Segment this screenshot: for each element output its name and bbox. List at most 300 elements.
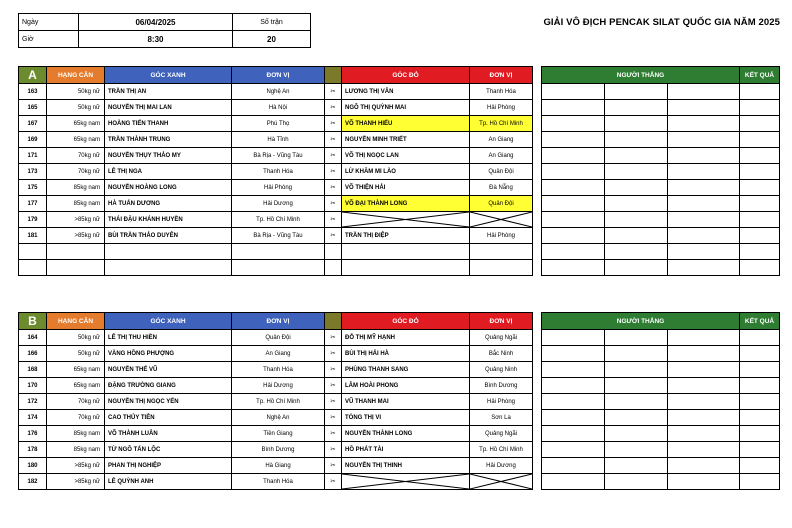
winner-cell xyxy=(668,180,740,196)
winner-cell xyxy=(542,394,605,410)
weight-class: >85kg nữ xyxy=(47,474,105,490)
match-number: 170 xyxy=(19,378,47,394)
vs-scissors-icon: ✂ xyxy=(325,180,342,196)
blue-corner-header: GÓC XANH xyxy=(105,313,232,330)
winner-cell xyxy=(668,116,740,132)
winner-row xyxy=(542,458,780,474)
blue-athlete-unit xyxy=(232,260,325,276)
red-athlete-name: VŨ THANH MAI xyxy=(342,394,470,410)
weight-class: 65kg nam xyxy=(47,132,105,148)
winner-cell xyxy=(605,212,668,228)
red-athlete-name: HỒ PHÁT TÀI xyxy=(342,442,470,458)
winner-row xyxy=(542,212,780,228)
match-count-value: 20 xyxy=(233,31,311,48)
red-athlete-name: NGUYỄN THỊ THINH xyxy=(342,458,470,474)
result-cell xyxy=(740,148,780,164)
winner-row xyxy=(542,346,780,362)
vs-scissors-icon: ✂ xyxy=(325,132,342,148)
red-athlete-unit: Hải Phòng xyxy=(470,100,533,116)
blue-athlete-name: HOÀNG TIẾN THANH xyxy=(105,116,232,132)
result-cell xyxy=(740,84,780,100)
winner-cell xyxy=(668,228,740,244)
result-cell xyxy=(740,346,780,362)
bracket-a-table xyxy=(18,66,533,276)
blue-athlete-unit: An Giang xyxy=(232,346,325,362)
blue-athlete-name: NGUYỄN THỊ NGỌC YẾN xyxy=(105,394,232,410)
blue-athlete-name: TỪ NGÔ TẤN LỘC xyxy=(105,442,232,458)
blue-athlete-name: LÊ THỊ THU HIỀN xyxy=(105,330,232,346)
weight-class: >85kg nữ xyxy=(47,228,105,244)
blue-athlete-name: NGUYỄN THẾ VŨ xyxy=(105,362,232,378)
bracket-b-table xyxy=(18,312,533,490)
weight-class: 65kg nam xyxy=(47,378,105,394)
red-athlete-unit: Thanh Hóa xyxy=(470,84,533,100)
blue-athlete-name: ĐẶNG TRƯỜNG GIANG xyxy=(105,378,232,394)
winner-row xyxy=(542,442,780,458)
red-athlete-name: VÕ ĐẠI THÀNH LONG xyxy=(342,196,470,212)
blue-athlete-unit: Hà Tĩnh xyxy=(232,132,325,148)
winner-cell xyxy=(542,442,605,458)
cross-out-mark xyxy=(342,212,469,227)
match-row xyxy=(19,362,533,378)
winner-row xyxy=(542,410,780,426)
blue-unit-header: ĐƠN VỊ xyxy=(232,67,325,84)
vs-scissors-icon xyxy=(325,260,342,276)
red-athlete-unit: Quân Đội xyxy=(470,164,533,180)
winner-cell xyxy=(542,84,605,100)
weight-class: 85kg nam xyxy=(47,180,105,196)
blue-athlete-unit: Nghệ An xyxy=(232,84,325,100)
winner-row xyxy=(542,228,780,244)
red-athlete-unit: Quảng Ngãi xyxy=(470,330,533,346)
winner-cell xyxy=(605,196,668,212)
winner-row xyxy=(542,260,780,276)
match-row xyxy=(19,196,533,212)
blue-athlete-name: LÊ THỊ NGA xyxy=(105,164,232,180)
winner-cell xyxy=(668,330,740,346)
winner-row xyxy=(542,148,780,164)
winner-header: NGƯỜI THẮNG xyxy=(542,313,740,330)
blue-athlete-unit: Phú Thọ xyxy=(232,116,325,132)
winner-cell xyxy=(668,394,740,410)
winner-row xyxy=(542,394,780,410)
vs-scissors-icon: ✂ xyxy=(325,148,342,164)
weight-class xyxy=(47,244,105,260)
red-athlete-unit xyxy=(470,474,533,490)
weight-class: 50kg nữ xyxy=(47,84,105,100)
weight-class-header: HẠNG CÂN xyxy=(47,313,105,330)
winner-row xyxy=(542,474,780,490)
red-athlete-name xyxy=(342,260,470,276)
bracket-header-row xyxy=(19,67,533,84)
red-athlete-unit: Quảng Ngãi xyxy=(470,426,533,442)
winner-cell xyxy=(668,458,740,474)
tournament-title: GIẢI VÔ ĐỊCH PENCAK SILAT QUỐC GIA NĂM 2025 xyxy=(543,17,780,28)
winner-cell xyxy=(542,260,605,276)
red-unit-header: ĐƠN VỊ xyxy=(470,67,533,84)
weight-class: 70kg nữ xyxy=(47,164,105,180)
vs-column-header xyxy=(325,313,342,330)
winner-row xyxy=(542,84,780,100)
winner-cell xyxy=(542,458,605,474)
blue-athlete-name: VÕ THÀNH LUÂN xyxy=(105,426,232,442)
winner-cell xyxy=(542,228,605,244)
weight-class: 85kg nam xyxy=(47,426,105,442)
vs-scissors-icon: ✂ xyxy=(325,84,342,100)
blue-athlete-name: THÁI ĐẶU KHÁNH HUYỀN xyxy=(105,212,232,228)
match-number: 181 xyxy=(19,228,47,244)
winner-cell xyxy=(605,426,668,442)
blue-athlete-unit: Hà Giang xyxy=(232,458,325,474)
cross-out-mark xyxy=(470,212,532,227)
winner-cell xyxy=(605,442,668,458)
vs-scissors-icon: ✂ xyxy=(325,394,342,410)
match-number: 173 xyxy=(19,164,47,180)
vs-scissors-icon: ✂ xyxy=(325,196,342,212)
red-athlete-name: LÂM HOÀI PHONG xyxy=(342,378,470,394)
date-value: 06/04/2025 xyxy=(79,14,233,31)
match-row xyxy=(19,116,533,132)
match-row xyxy=(19,84,533,100)
winner-cell xyxy=(605,330,668,346)
winner-cell xyxy=(668,410,740,426)
match-number: 164 xyxy=(19,330,47,346)
match-row xyxy=(19,164,533,180)
winner-cell xyxy=(605,362,668,378)
match-number: 166 xyxy=(19,346,47,362)
winner-cell xyxy=(542,180,605,196)
red-athlete-name: VÕ THỊ NGỌC LAN xyxy=(342,148,470,164)
winner-cell xyxy=(605,84,668,100)
vs-scissors-icon: ✂ xyxy=(325,442,342,458)
match-row xyxy=(19,442,533,458)
match-row xyxy=(19,244,533,260)
winner-cell xyxy=(605,394,668,410)
match-number: 182 xyxy=(19,474,47,490)
result-cell xyxy=(740,132,780,148)
vs-scissors-icon: ✂ xyxy=(325,474,342,490)
result-cell xyxy=(740,228,780,244)
winner-cell xyxy=(605,100,668,116)
weight-class: >85kg nữ xyxy=(47,212,105,228)
result-cell xyxy=(740,196,780,212)
winner-header-row xyxy=(542,313,780,330)
red-athlete-unit xyxy=(470,260,533,276)
red-athlete-unit: Sơn La xyxy=(470,410,533,426)
match-number: 176 xyxy=(19,426,47,442)
match-number: 177 xyxy=(19,196,47,212)
winner-cell xyxy=(542,410,605,426)
blue-athlete-unit: Tiền Giang xyxy=(232,426,325,442)
match-number xyxy=(19,260,47,276)
winner-cell xyxy=(668,84,740,100)
match-number: 171 xyxy=(19,148,47,164)
winner-cell xyxy=(542,132,605,148)
vs-scissors-icon xyxy=(325,244,342,260)
blue-athlete-name: LÊ QUỲNH ANH xyxy=(105,474,232,490)
vs-scissors-icon: ✂ xyxy=(325,116,342,132)
blue-athlete-unit: Quân Đội xyxy=(232,330,325,346)
winner-header-row xyxy=(542,67,780,84)
result-cell xyxy=(740,260,780,276)
winner-cell xyxy=(605,458,668,474)
red-athlete-name: TRẦN THỊ ĐIỆP xyxy=(342,228,470,244)
blue-athlete-unit: Hải Dương xyxy=(232,196,325,212)
blue-athlete-name: BÙI TRẦN THẢO DUYÊN xyxy=(105,228,232,244)
result-cell xyxy=(740,474,780,490)
blue-athlete-name: TRẦN THỊ AN xyxy=(105,84,232,100)
result-cell xyxy=(740,410,780,426)
result-header: KẾT QUẢ xyxy=(740,313,780,330)
match-row xyxy=(19,394,533,410)
vs-scissors-icon: ✂ xyxy=(325,100,342,116)
vs-scissors-icon: ✂ xyxy=(325,330,342,346)
match-row xyxy=(19,330,533,346)
winner-cell xyxy=(542,346,605,362)
vs-column-header xyxy=(325,67,342,84)
winner-cell xyxy=(605,474,668,490)
result-cell xyxy=(740,180,780,196)
winner-b-table xyxy=(541,312,780,490)
winner-cell xyxy=(668,346,740,362)
match-number: 169 xyxy=(19,132,47,148)
result-cell xyxy=(740,100,780,116)
winner-cell xyxy=(668,442,740,458)
weight-class: 65kg nam xyxy=(47,116,105,132)
red-athlete-name xyxy=(342,474,470,490)
match-row xyxy=(19,410,533,426)
winner-row xyxy=(542,180,780,196)
match-number: 178 xyxy=(19,442,47,458)
winner-cell xyxy=(605,244,668,260)
match-number: 180 xyxy=(19,458,47,474)
match-row xyxy=(19,260,533,276)
blue-athlete-unit: Bà Rịa - Vũng Tàu xyxy=(232,148,325,164)
red-athlete-unit: Quảng Ninh xyxy=(470,362,533,378)
red-athlete-name: NGUYỄN THÀNH LONG xyxy=(342,426,470,442)
cross-out-mark xyxy=(470,474,532,489)
match-number: 165 xyxy=(19,100,47,116)
vs-scissors-icon: ✂ xyxy=(325,410,342,426)
blue-athlete-name: TRẦN THÀNH TRUNG xyxy=(105,132,232,148)
red-athlete-unit: Hải Phòng xyxy=(470,228,533,244)
winner-cell xyxy=(605,260,668,276)
match-number: 179 xyxy=(19,212,47,228)
match-row xyxy=(19,378,533,394)
winner-row xyxy=(542,244,780,260)
winner-cell xyxy=(668,212,740,228)
red-athlete-name: NGÔ THỊ QUỲNH MAI xyxy=(342,100,470,116)
blue-athlete-name xyxy=(105,244,232,260)
winner-cell xyxy=(605,132,668,148)
winner-cell xyxy=(668,132,740,148)
weight-class: 70kg nữ xyxy=(47,394,105,410)
weight-class xyxy=(47,260,105,276)
winner-row xyxy=(542,164,780,180)
winner-a-table xyxy=(541,66,780,276)
vs-scissors-icon: ✂ xyxy=(325,378,342,394)
blue-athlete-name xyxy=(105,260,232,276)
result-cell xyxy=(740,116,780,132)
red-athlete-unit: Hải Phòng xyxy=(470,394,533,410)
winner-cell xyxy=(542,148,605,164)
winner-cell xyxy=(542,164,605,180)
match-row xyxy=(19,474,533,490)
winner-cell xyxy=(668,362,740,378)
red-athlete-name xyxy=(342,212,470,228)
match-row xyxy=(19,180,533,196)
winner-row xyxy=(542,330,780,346)
match-info-table xyxy=(18,13,311,48)
weight-class: 70kg nữ xyxy=(47,148,105,164)
red-athlete-unit: Đà Nẵng xyxy=(470,180,533,196)
result-cell xyxy=(740,458,780,474)
match-number: 167 xyxy=(19,116,47,132)
match-row xyxy=(19,148,533,164)
match-number: 172 xyxy=(19,394,47,410)
match-count-label: Số trận xyxy=(233,14,311,31)
winner-cell xyxy=(542,474,605,490)
winner-cell xyxy=(542,116,605,132)
winner-row xyxy=(542,362,780,378)
result-cell xyxy=(740,394,780,410)
winner-cell xyxy=(605,116,668,132)
vs-scissors-icon: ✂ xyxy=(325,228,342,244)
blue-athlete-name: NGUYỄN THỤY THẢO MY xyxy=(105,148,232,164)
red-athlete-unit: Bình Dương xyxy=(470,378,533,394)
red-athlete-name: LỪ KHĂM MI LÀO xyxy=(342,164,470,180)
red-athlete-unit: Hải Dương xyxy=(470,458,533,474)
vs-scissors-icon: ✂ xyxy=(325,362,342,378)
red-athlete-name: LƯƠNG THỊ VÂN xyxy=(342,84,470,100)
result-cell xyxy=(740,212,780,228)
red-athlete-unit xyxy=(470,244,533,260)
red-athlete-unit: Bắc Ninh xyxy=(470,346,533,362)
winner-cell xyxy=(605,410,668,426)
match-number: 168 xyxy=(19,362,47,378)
result-cell xyxy=(740,442,780,458)
blue-athlete-unit: Bình Dương xyxy=(232,442,325,458)
winner-row xyxy=(542,378,780,394)
blue-athlete-unit: Thanh Hóa xyxy=(232,362,325,378)
winner-cell xyxy=(668,100,740,116)
red-athlete-name: VÕ THIỆN HẢI xyxy=(342,180,470,196)
winner-cell xyxy=(542,196,605,212)
blue-athlete-name: VÀNG HỒNG PHƯỢNG xyxy=(105,346,232,362)
winner-cell xyxy=(668,244,740,260)
winner-cell xyxy=(668,426,740,442)
blue-athlete-unit: Thanh Hóa xyxy=(232,474,325,490)
result-cell xyxy=(740,244,780,260)
match-row xyxy=(19,228,533,244)
weight-class: 50kg nữ xyxy=(47,100,105,116)
winner-cell xyxy=(542,244,605,260)
winner-cell xyxy=(668,196,740,212)
result-cell xyxy=(740,426,780,442)
vs-scissors-icon: ✂ xyxy=(325,426,342,442)
weight-class: 50kg nữ xyxy=(47,330,105,346)
weight-class: 85kg nam xyxy=(47,196,105,212)
weight-class: >85kg nữ xyxy=(47,458,105,474)
result-cell xyxy=(740,330,780,346)
match-row xyxy=(19,346,533,362)
cross-out-mark xyxy=(342,474,469,489)
vs-scissors-icon: ✂ xyxy=(325,212,342,228)
winner-cell xyxy=(605,164,668,180)
red-athlete-unit: An Giang xyxy=(470,148,533,164)
blue-athlete-unit: Tp. Hồ Chí Minh xyxy=(232,394,325,410)
red-athlete-unit: An Giang xyxy=(470,132,533,148)
blue-athlete-unit: Hà Nội xyxy=(232,100,325,116)
winner-cell xyxy=(668,148,740,164)
weight-class: 85kg nam xyxy=(47,442,105,458)
vs-scissors-icon: ✂ xyxy=(325,164,342,180)
red-athlete-unit: Quân Đội xyxy=(470,196,533,212)
red-athlete-name xyxy=(342,244,470,260)
match-row xyxy=(19,426,533,442)
result-header: KẾT QUẢ xyxy=(740,67,780,84)
winner-cell xyxy=(542,378,605,394)
result-cell xyxy=(740,378,780,394)
red-athlete-unit: Tp. Hồ Chí Minh xyxy=(470,116,533,132)
winner-cell xyxy=(605,148,668,164)
match-row xyxy=(19,132,533,148)
blue-athlete-unit: Tp. Hồ Chí Minh xyxy=(232,212,325,228)
blue-athlete-unit: Thanh Hóa xyxy=(232,164,325,180)
bracket-letter: B xyxy=(19,313,47,330)
match-row xyxy=(19,212,533,228)
match-number: 163 xyxy=(19,84,47,100)
blue-athlete-name: HÀ TUẤN DƯƠNG xyxy=(105,196,232,212)
winner-cell xyxy=(542,362,605,378)
winner-cell xyxy=(605,346,668,362)
winner-cell xyxy=(605,378,668,394)
match-number: 174 xyxy=(19,410,47,426)
winner-cell xyxy=(668,474,740,490)
bracket-header-row xyxy=(19,313,533,330)
blue-athlete-name: PHAN THỊ NGHIỆP xyxy=(105,458,232,474)
vs-scissors-icon: ✂ xyxy=(325,458,342,474)
blue-athlete-unit: Hải Dương xyxy=(232,378,325,394)
time-label: Giờ xyxy=(19,31,79,48)
blue-athlete-unit: Hải Phòng xyxy=(232,180,325,196)
weight-class: 65kg nam xyxy=(47,362,105,378)
winner-cell xyxy=(668,260,740,276)
red-athlete-unit xyxy=(470,212,533,228)
match-number xyxy=(19,244,47,260)
blue-athlete-unit: Nghệ An xyxy=(232,410,325,426)
red-athlete-name: TÒNG THỊ VI xyxy=(342,410,470,426)
weight-class: 70kg nữ xyxy=(47,410,105,426)
winner-cell xyxy=(542,426,605,442)
result-cell xyxy=(740,164,780,180)
result-cell xyxy=(740,362,780,378)
match-number: 175 xyxy=(19,180,47,196)
bracket-letter: A xyxy=(19,67,47,84)
winner-cell xyxy=(668,164,740,180)
red-corner-header: GÓC ĐỎ xyxy=(342,313,470,330)
blue-corner-header: GÓC XANH xyxy=(105,67,232,84)
winner-row xyxy=(542,116,780,132)
winner-cell xyxy=(605,180,668,196)
blue-unit-header: ĐƠN VỊ xyxy=(232,313,325,330)
date-label: Ngày xyxy=(19,14,79,31)
red-athlete-name: ĐỖ THỊ MỸ HẠNH xyxy=(342,330,470,346)
weight-class: 50kg nữ xyxy=(47,346,105,362)
winner-cell xyxy=(542,212,605,228)
red-athlete-name: PHÙNG THANH SANG xyxy=(342,362,470,378)
weight-class-header: HẠNG CÂN xyxy=(47,67,105,84)
